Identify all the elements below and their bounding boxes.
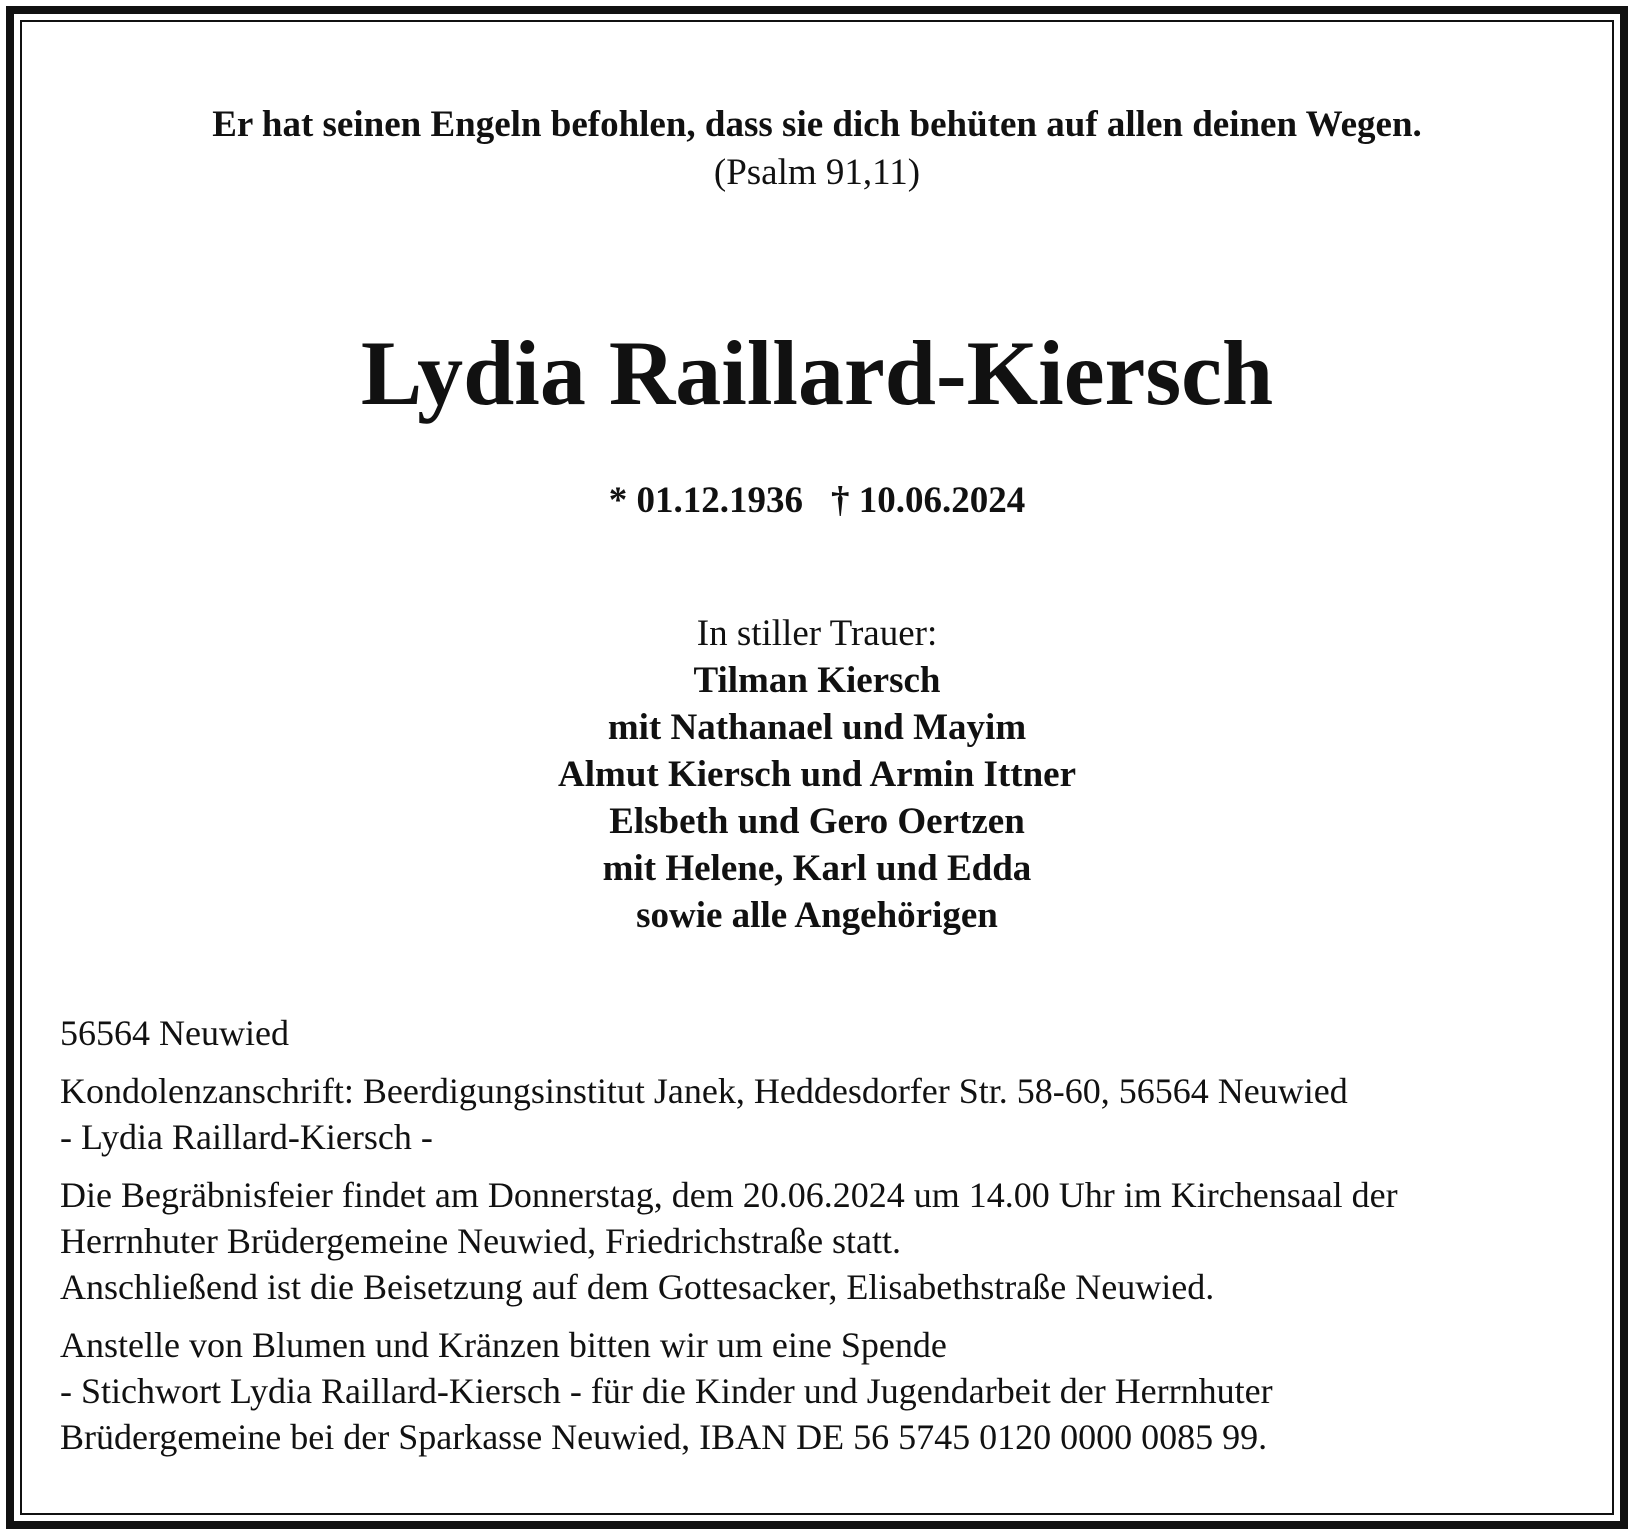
- donation-line: - Stichwort Lydia Raillard-Kiersch - für die Kinder und Jugendarbeit der Herrnhuter: [60, 1371, 1273, 1411]
- life-dates: [22, 478, 1612, 524]
- mourners-block: [22, 610, 1612, 939]
- condolence-line: - Lydia Raillard-Kiersch -: [60, 1117, 433, 1157]
- condolence-line: Kondolenzanschrift: Beerdigungsinstitut Janek, Heddesdorfer Str. 58-60, 56564 Neuwied: [60, 1071, 1348, 1111]
- birth-date: * 01.12.1936: [608, 480, 803, 521]
- location-line: 56564 Neuwied: [60, 1013, 289, 1053]
- donation-paragraph: [60, 1322, 1580, 1460]
- death-date: † 10.06.2024: [831, 480, 1026, 521]
- condolence-paragraph: [60, 1068, 1580, 1160]
- funeral-line: Anschließend ist die Beisetzung auf dem Gottesacker, Elisabethstraße Neuwied.: [60, 1267, 1215, 1307]
- deceased-name: Lydia Raillard-Kiersch: [360, 322, 1274, 424]
- location-paragraph: [60, 1010, 1580, 1056]
- info-block: [60, 1010, 1580, 1472]
- donation-line: Brüdergemeine bei der Sparkasse Neuwied, IBAN DE 56 5745 0120 0000 0085 99.: [60, 1417, 1268, 1457]
- bible-reference: (Psalm 91,11): [713, 152, 921, 193]
- mourner-line: Tilman Kiersch: [693, 660, 941, 701]
- bible-verse: Er hat seinen Engeln befohlen, dass sie dich behüten auf allen deinen Wegen.: [212, 104, 1422, 145]
- mourner-line: mit Helene, Karl und Edda: [602, 848, 1032, 889]
- mourning-label: In stiller Trauer:: [696, 613, 938, 654]
- mourner-line: mit Nathanael und Mayim: [607, 707, 1027, 748]
- funeral-paragraph: [60, 1172, 1580, 1310]
- funeral-line: Die Begräbnisfeier findet am Donnerstag, dem 20.06.2024 um 14.00 Uhr im Kirchensaal der: [60, 1175, 1398, 1215]
- mourner-line: sowie alle Angehörigen: [636, 895, 998, 936]
- mourner-line: Elsbeth und Gero Oertzen: [609, 801, 1025, 842]
- mourner-line: Almut Kiersch und Armin Ittner: [558, 754, 1076, 795]
- obituary-notice: [22, 22, 1612, 1513]
- funeral-line: Herrnhuter Brüdergemeine Neuwied, Friedrichstraße statt.: [60, 1221, 902, 1261]
- donation-line: Anstelle von Blumen und Kränzen bitten wir um eine Spende: [60, 1325, 947, 1365]
